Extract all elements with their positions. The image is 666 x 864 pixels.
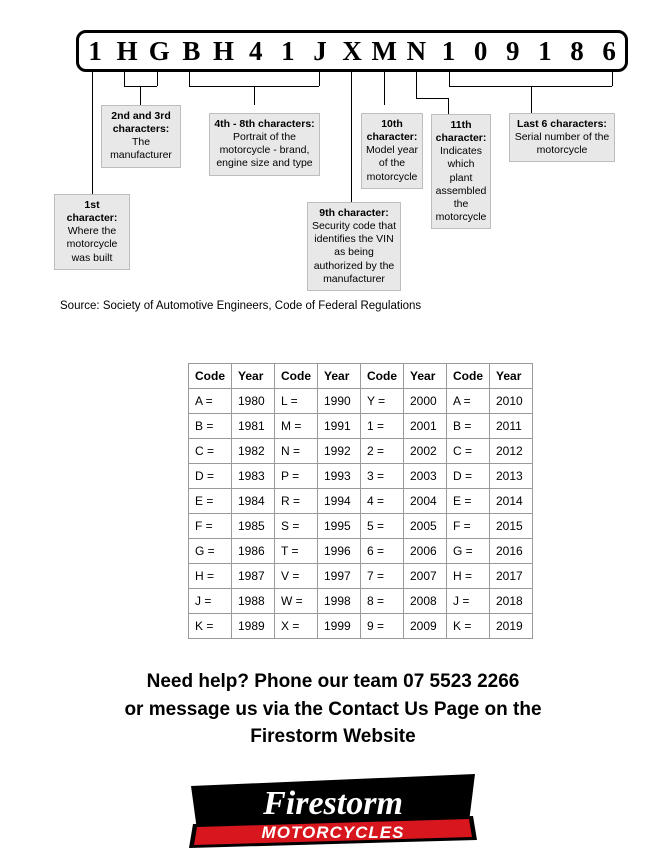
code-cell: H = <box>189 564 232 589</box>
bracket-leg <box>157 72 158 86</box>
code-cell: V = <box>275 564 318 589</box>
year-cell: 1994 <box>318 489 361 514</box>
code-cell: 7 = <box>361 564 404 589</box>
year-cell: 1989 <box>232 614 275 639</box>
year-cell: 2001 <box>404 414 447 439</box>
vin-char: 0 <box>473 35 488 66</box>
code-cell: W = <box>275 589 318 614</box>
vin-char: H <box>213 35 235 66</box>
code-cell: 6 = <box>361 539 404 564</box>
callout-body: Serial number of the motorcycle <box>514 131 610 157</box>
callout-first-character <box>54 194 130 270</box>
vin-char: J <box>313 35 327 66</box>
callout-title: 2nd and 3rd characters: <box>111 110 171 136</box>
code-cell: G = <box>447 539 490 564</box>
logo-secondary-text: MOTORCYCLES <box>261 823 405 842</box>
column-header: Code <box>447 364 490 389</box>
year-cell: 1992 <box>318 439 361 464</box>
vin-char: 1 <box>88 35 102 66</box>
table-row <box>189 589 533 614</box>
table-row <box>189 489 533 514</box>
code-cell: D = <box>189 464 232 489</box>
code-cell: Y = <box>361 389 404 414</box>
code-cell: R = <box>275 489 318 514</box>
callout-body: Where the motorcycle was built <box>66 225 118 264</box>
vin-char: N <box>406 35 427 66</box>
year-cell: 2003 <box>404 464 447 489</box>
code-cell: E = <box>189 489 232 514</box>
code-cell: B = <box>447 414 490 439</box>
year-cell: 1982 <box>232 439 275 464</box>
callout-body: The manufacturer <box>110 136 172 162</box>
callout-body: Security code that identifies the VIN as being authorized by the manufacturer <box>311 220 397 285</box>
vin-char: M <box>371 35 397 66</box>
year-cell: 1999 <box>318 614 361 639</box>
callout-body: Model year of the motorcycle <box>366 144 418 183</box>
column-header: Year <box>318 364 361 389</box>
code-cell: T = <box>275 539 318 564</box>
bracket-leg <box>189 72 190 86</box>
source-note: Source: Society of Automotive Engineers, Code of Federal Regulations <box>60 300 422 312</box>
year-cell: 2002 <box>404 439 447 464</box>
year-cell: 1981 <box>232 414 275 439</box>
column-header: Year <box>404 364 447 389</box>
code-cell: K = <box>189 614 232 639</box>
bracket-leg <box>124 72 125 86</box>
year-cell: 2016 <box>490 539 533 564</box>
vin-char: 1 <box>538 35 552 66</box>
column-header: Year <box>490 364 533 389</box>
year-cell: 1983 <box>232 464 275 489</box>
bracket-leg <box>416 72 417 98</box>
year-cell: 2000 <box>404 389 447 414</box>
code-cell: X = <box>275 614 318 639</box>
code-cell: 3 = <box>361 464 404 489</box>
year-cell: 1987 <box>232 564 275 589</box>
code-cell: G = <box>189 539 232 564</box>
callout-fourth-eighth-characters <box>209 113 320 176</box>
year-cell: 2012 <box>490 439 533 464</box>
code-cell: A = <box>189 389 232 414</box>
table-row <box>189 464 533 489</box>
year-cell: 2014 <box>490 489 533 514</box>
code-cell: F = <box>447 514 490 539</box>
year-cell: 1993 <box>318 464 361 489</box>
code-cell: F = <box>189 514 232 539</box>
callout-ninth-character <box>307 202 401 291</box>
callout-title: 9th character: <box>319 207 389 219</box>
table-row <box>189 539 533 564</box>
vin-char: 9 <box>505 35 520 66</box>
table-row <box>189 389 533 414</box>
callout-title: 4th - 8th characters: <box>214 118 315 130</box>
vin-char: B <box>182 35 201 66</box>
leader-line-eleventh-character <box>448 98 449 114</box>
year-cell: 2017 <box>490 564 533 589</box>
table-row <box>189 514 533 539</box>
year-cell: 1986 <box>232 539 275 564</box>
callout-eleventh-character <box>431 114 491 229</box>
year-cell: 2007 <box>404 564 447 589</box>
callout-second-third-characters <box>101 105 181 168</box>
year-cell: 1995 <box>318 514 361 539</box>
year-cell: 2006 <box>404 539 447 564</box>
code-cell: D = <box>447 464 490 489</box>
callout-body: Indicates which plant assembled the motorcycle <box>435 145 487 223</box>
help-message <box>0 668 666 751</box>
year-cell: 1990 <box>318 389 361 414</box>
bracket-eleventh-character <box>416 98 448 99</box>
vin-char: 4 <box>248 35 263 66</box>
bracket-leg <box>612 72 613 86</box>
leader-line-ninth-character <box>351 72 352 202</box>
year-cell: 1985 <box>232 514 275 539</box>
firestorm-logo <box>183 770 483 852</box>
year-cell: 2009 <box>404 614 447 639</box>
code-cell: L = <box>275 389 318 414</box>
year-cell: 2015 <box>490 514 533 539</box>
column-header: Code <box>361 364 404 389</box>
callout-title: 11th character: <box>435 119 487 145</box>
vin-number-box <box>76 30 628 72</box>
callout-title: 1st character: <box>66 199 118 225</box>
code-cell: 2 = <box>361 439 404 464</box>
year-cell: 2011 <box>490 414 533 439</box>
year-cell: 1997 <box>318 564 361 589</box>
year-cell: 2004 <box>404 489 447 514</box>
leader-line-fourth-eighth-characters <box>254 86 255 105</box>
firestorm-logo-icon <box>183 770 483 852</box>
help-line-3: Firestorm Website <box>250 726 416 748</box>
vin-char: 1 <box>441 35 456 66</box>
vin-char: 6 <box>602 35 616 66</box>
code-cell: J = <box>189 589 232 614</box>
code-cell: P = <box>275 464 318 489</box>
column-header: Code <box>189 364 232 389</box>
code-cell: C = <box>447 439 490 464</box>
year-cell: 1984 <box>232 489 275 514</box>
logo-primary-text: Firestorm <box>263 785 403 822</box>
leader-line-second-third-characters <box>140 86 141 105</box>
code-cell: 5 = <box>361 514 404 539</box>
table-row <box>189 439 533 464</box>
code-cell: M = <box>275 414 318 439</box>
code-cell: H = <box>447 564 490 589</box>
code-cell: S = <box>275 514 318 539</box>
callout-title: 10th character: <box>366 118 418 144</box>
leader-line-tenth-character <box>384 72 385 105</box>
year-code-table <box>188 363 533 639</box>
vin-char: H <box>116 35 138 66</box>
help-line-2: or message us via the Contact Us Page on the <box>124 698 542 720</box>
callout-last-six-characters <box>509 113 615 162</box>
code-cell: 8 = <box>361 589 404 614</box>
code-cell: A = <box>447 389 490 414</box>
code-cell: E = <box>447 489 490 514</box>
year-cell: 2010 <box>490 389 533 414</box>
vin-char: X <box>342 35 362 66</box>
table-header-row <box>189 364 533 389</box>
bracket-leg <box>319 72 320 86</box>
year-cell: 2018 <box>490 589 533 614</box>
column-header: Year <box>232 364 275 389</box>
year-cell: 2013 <box>490 464 533 489</box>
callout-tenth-character <box>361 113 423 189</box>
help-line-1: Need help? Phone our team 07 5523 2266 <box>146 671 520 692</box>
callout-title: Last 6 characters: <box>517 118 607 130</box>
year-cell: 1998 <box>318 589 361 614</box>
code-cell: 4 = <box>361 489 404 514</box>
code-cell: 1 = <box>361 414 404 439</box>
code-cell: 9 = <box>361 614 404 639</box>
table-row <box>189 414 533 439</box>
year-cell: 2005 <box>404 514 447 539</box>
code-cell: B = <box>189 414 232 439</box>
code-cell: N = <box>275 439 318 464</box>
code-cell: J = <box>447 589 490 614</box>
vin-char: G <box>148 35 170 66</box>
year-cell: 1988 <box>232 589 275 614</box>
leader-line-last-six-characters <box>531 86 532 113</box>
column-header: Code <box>275 364 318 389</box>
vin-char: 8 <box>570 35 584 66</box>
year-cell: 1996 <box>318 539 361 564</box>
leader-line-first-character <box>92 72 93 194</box>
code-cell: K = <box>447 614 490 639</box>
table-row <box>189 614 533 639</box>
year-cell: 2008 <box>404 589 447 614</box>
table-row <box>189 564 533 589</box>
callout-body: Portrait of the motorcycle - brand, engine size and type <box>216 131 313 170</box>
code-cell: C = <box>189 439 232 464</box>
year-cell: 1991 <box>318 414 361 439</box>
year-cell: 1980 <box>232 389 275 414</box>
bracket-leg <box>449 72 450 86</box>
year-cell: 2019 <box>490 614 533 639</box>
vin-char: 1 <box>281 35 295 66</box>
